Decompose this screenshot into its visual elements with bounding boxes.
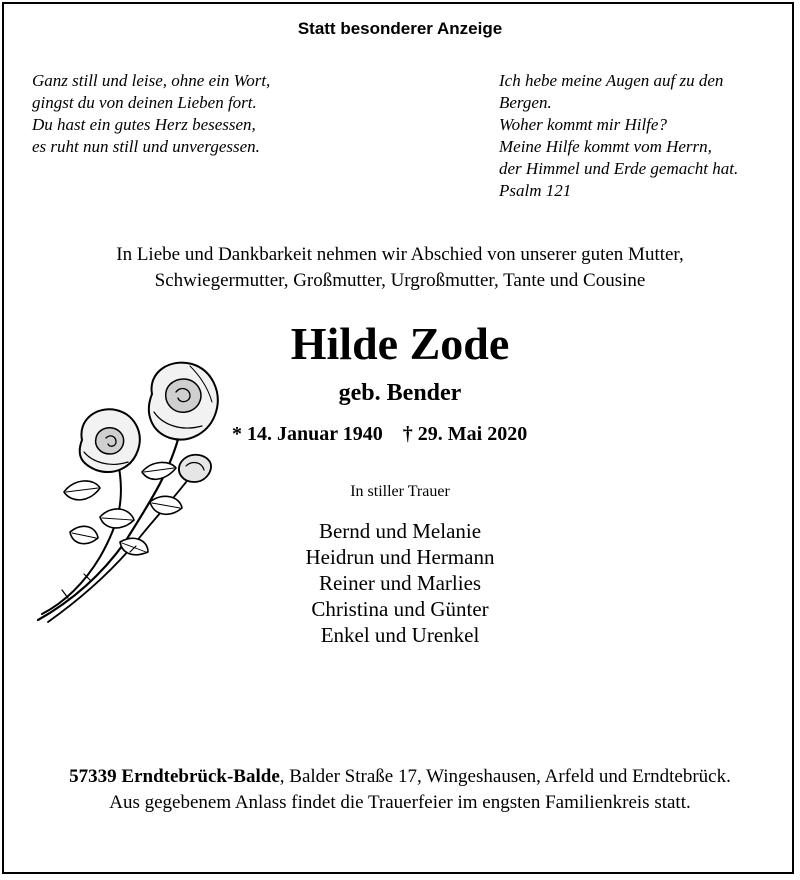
ceremony-notice: Aus gegebenem Anlass findet die Trauerfeier im engsten Familienkreis statt. [109, 792, 691, 813]
poem-left-line: Ganz still und leise, ohne ein Wort, [32, 71, 271, 90]
poem-right [499, 70, 738, 202]
address-rest: , Balder Straße 17, Wingeshausen, Arfeld und Erndtebrück. [279, 766, 731, 787]
family-member: Christina und Günter [311, 597, 489, 621]
birth-date: * 14. Januar 1940 [232, 423, 383, 445]
birth-name: geb. Bender [338, 380, 462, 406]
poem-left-line: gingst du von deinen Lieben fort. [32, 93, 257, 112]
family-member: Enkel und Urenkel [320, 623, 480, 647]
poem-right-line: Woher kommt mir Hilfe? [499, 115, 667, 134]
poem-right-line: Ich hebe meine Augen auf zu den [499, 71, 724, 90]
family-member: Bernd und Melanie [318, 519, 482, 543]
poem-left-line: Du hast ein gutes Herz besessen, [32, 115, 256, 134]
poem-right-line: Psalm 121 [499, 181, 572, 200]
family-member: Heidrun und Hermann [305, 545, 495, 569]
poem-right-line: Bergen. [499, 93, 552, 112]
footer [0, 764, 800, 816]
address-place: 57339 Erndtebrück-Balde [69, 766, 280, 787]
deceased-name: Hilde Zode [290, 318, 510, 369]
intro-line: In Liebe und Dankbarkeit nehmen wir Abschied von unserer guten Mutter, [116, 244, 684, 265]
poem-left [32, 70, 270, 158]
intro-line: Schwiegermutter, Großmutter, Urgroßmutter, Tante und Cousine [154, 270, 646, 291]
intro-text [0, 242, 800, 294]
poem-left-line: es ruht nun still und unvergessen. [32, 137, 260, 156]
header-title: Statt besonderer Anzeige [297, 19, 503, 38]
death-date: † 29. Mai 2020 [402, 423, 528, 445]
mourning-label: In stiller Trauer [350, 483, 450, 500]
address-line [0, 764, 800, 790]
life-dates [232, 421, 527, 447]
family-list [0, 518, 800, 648]
poem-right-line: Meine Hilfe kommt vom Herrn, [499, 137, 712, 156]
family-member: Reiner und Marlies [318, 571, 482, 595]
poem-right-line: der Himmel und Erde gemacht hat. [499, 159, 739, 178]
